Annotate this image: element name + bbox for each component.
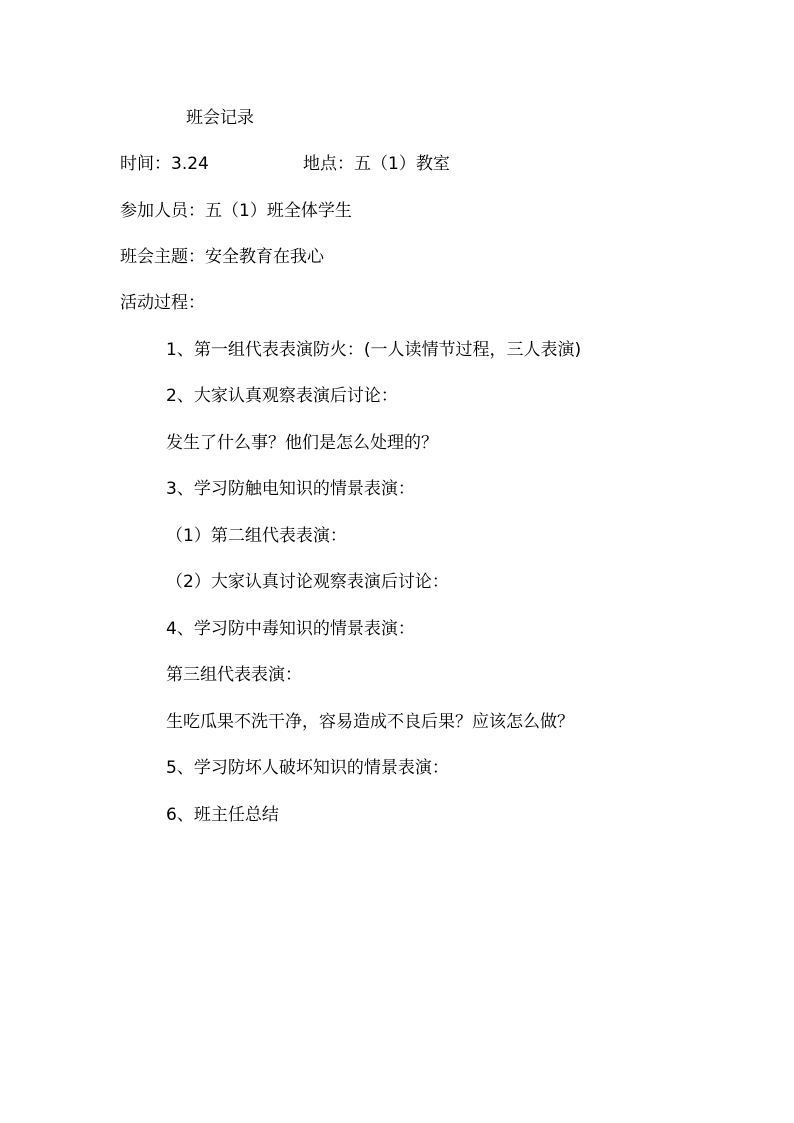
step-4-group: 第三组代表表演：: [166, 665, 302, 685]
meeting-time: 时间：3.24: [120, 154, 209, 174]
meeting-location: 地点：五（1）教室: [303, 154, 450, 174]
process-heading: 活动过程：: [120, 293, 205, 313]
step-3-sub-2: （2）大家认真讨论观察表演后讨论：: [166, 572, 449, 592]
step-6: 6、班主任总结: [166, 805, 279, 825]
step-1: 1、第一组代表表演防火：(一人读情节过程，三人表演): [166, 340, 582, 360]
step-4-question: 生吃瓜果不洗干净，容易造成不良后果？应该怎么做？: [166, 712, 574, 732]
step-2: 2、大家认真观察表演后讨论：: [166, 386, 398, 406]
step-3: 3、学习防触电知识的情景表演：: [166, 479, 415, 499]
step-2-question: 发生了什么事？他们是怎么处理的？: [166, 433, 438, 453]
step-3-sub-1: （1）第二组代表表演：: [166, 526, 347, 546]
meeting-participants: 参加人员：五（1）班全体学生: [120, 201, 352, 221]
step-4: 4、学习防中毒知识的情景表演：: [166, 619, 415, 639]
step-5: 5、学习防坏人破坏知识的情景表演：: [166, 758, 449, 778]
document-title: 班会记录: [186, 108, 254, 128]
meeting-theme: 班会主题：安全教育在我心: [120, 247, 324, 267]
